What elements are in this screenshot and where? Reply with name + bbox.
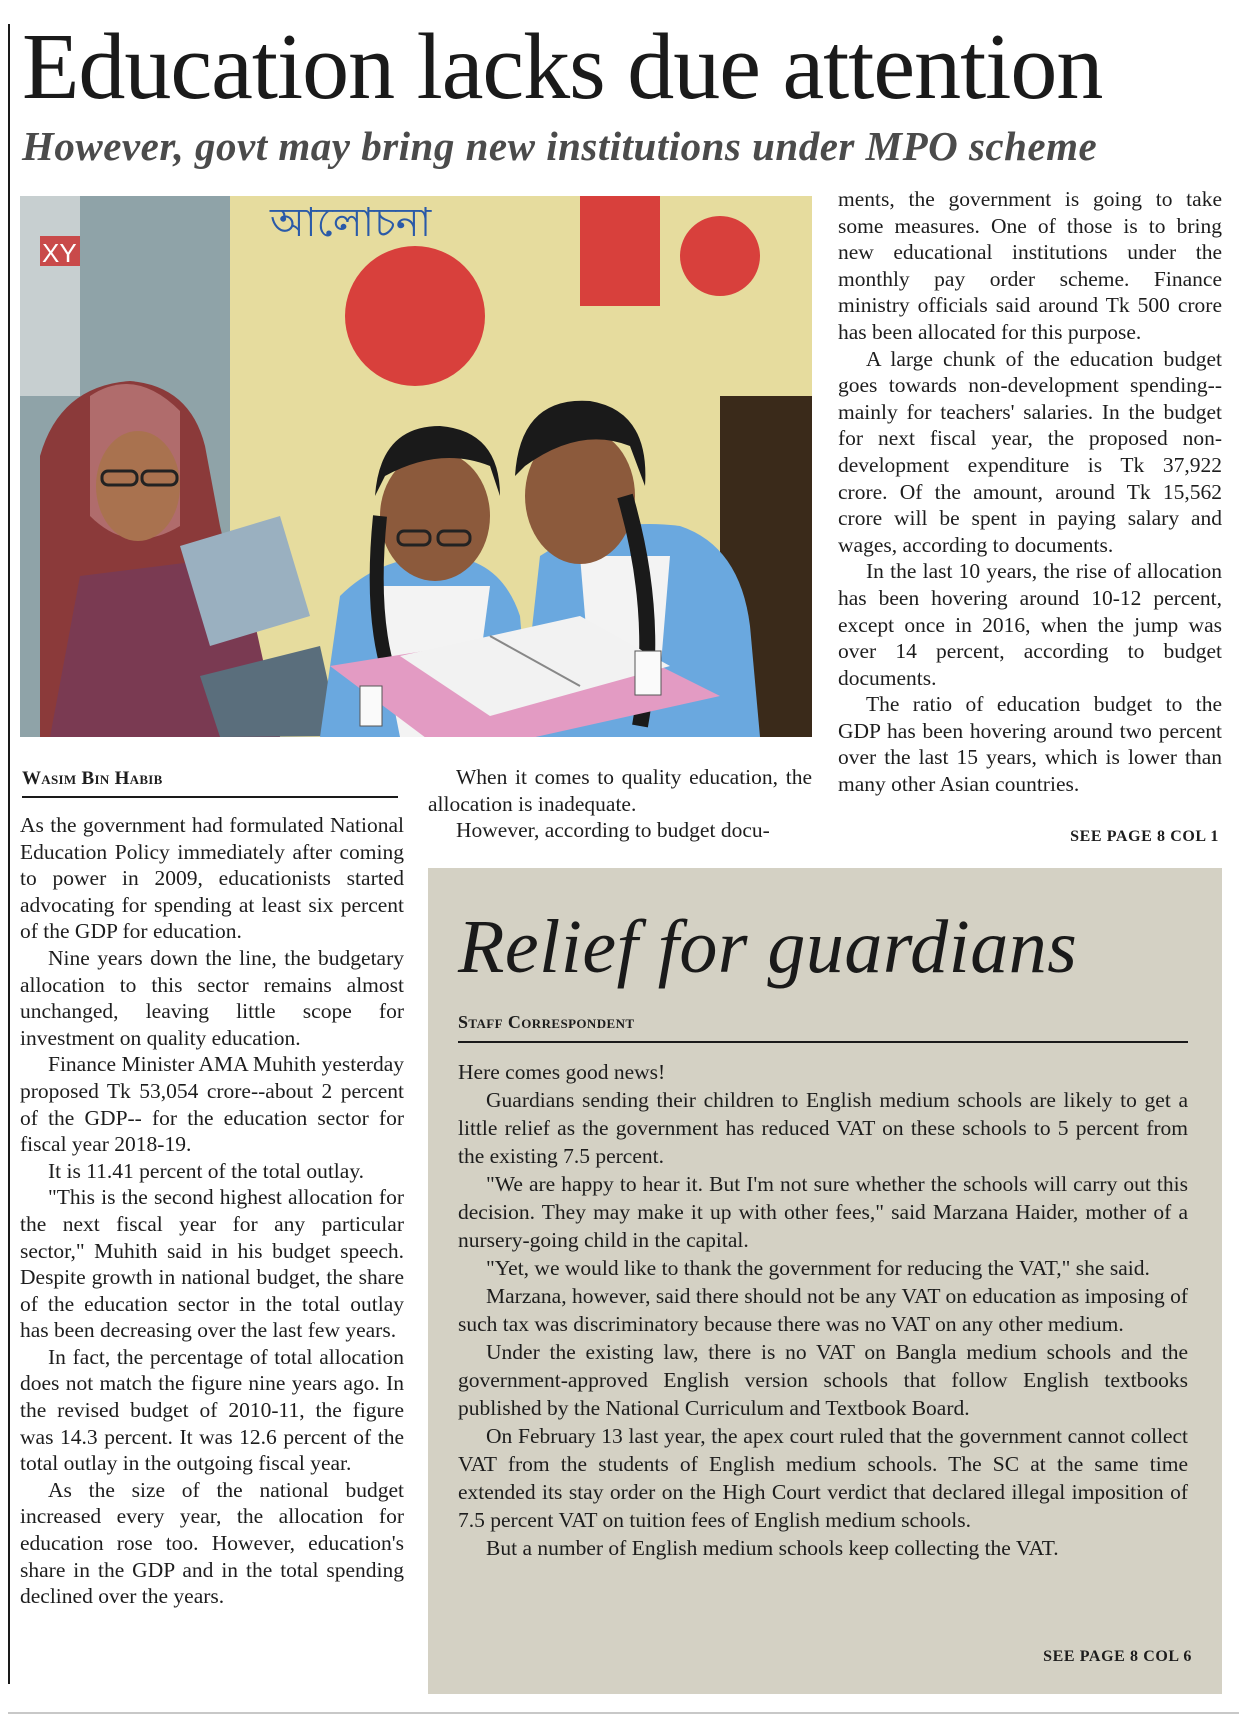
sidebar-paragraph: "Yet, we would like to thank the government for reducing the VAT," she said. [486, 1256, 1150, 1280]
article-paragraph: Nine years down the line, the budgetary allocation to this sector remains almost unchanged, leaving little scope for investment on quality education. [20, 945, 404, 1050]
page-left-rule [8, 24, 10, 1684]
article-paragraph: In the last 10 years, the rise of allocation has been hovering around 10-12 percent, except once in 2016, when the jump was over 14 percent, according to budget documents. [838, 559, 1222, 690]
article-paragraph: "This is the second highest allocation for the next fiscal year for any particular sector," Muhith said in his budget speech. Despite growth in national budget, the share of the education sector in the total outlay has been decreasing over the last few years. [20, 1185, 404, 1343]
article-paragraph: As the size of the national budget increased every year, the allocation for education rose too. However, education's share in the GDP and in the total spending declined over the years. [20, 1477, 404, 1609]
continuation-jump[interactable]: SEE PAGE 8 COL 1 [1070, 828, 1219, 845]
news-photo [20, 196, 812, 737]
sidebar-paragraph: Under the existing law, there is no VAT on Bangla medium schools and the government-approved English version schools that follow English textbooks published by the National Curriculum and Textbook Board. [458, 1340, 1188, 1420]
main-byline: Wasim Bin Habib [22, 768, 398, 798]
article-paragraph: ments, the government is going to take some measures. One of those is to bring new educational institutions under the monthly pay order scheme. Finance ministry officials said around Tk 500 crore has been allocated for this purpose. [838, 187, 1222, 344]
article-paragraph: However, according to budget docu- [456, 818, 770, 843]
sidebar-title: Relief for guardians [458, 905, 1078, 989]
article-paragraph: When it comes to quality education, the allocation is inadequate. [428, 765, 812, 816]
sidebar-paragraph: Guardians sending their children to English medium schools are likely to get a little relief as the government has reduced VAT on these schools to 5 percent from the existing 7.5 percent. [458, 1088, 1188, 1168]
article-column-right [838, 186, 1222, 798]
article-paragraph: It is 11.41 percent of the total outlay. [48, 1158, 365, 1183]
sidebar-continuation-jump[interactable]: SEE PAGE 8 COL 6 [1043, 1648, 1192, 1665]
sidebar-paragraph: Here comes good news! [458, 1060, 666, 1084]
sidebar-paragraph: But a number of English medium schools keep collecting the VAT. [486, 1536, 1059, 1560]
sidebar-body [458, 1058, 1188, 1562]
sidebar-byline: Staff Correspondent [458, 1012, 1188, 1043]
article-paragraph: The ratio of education budget to the GDP has been hovering around two percent over the last 15 years, which is lower than many other Asian countries. [838, 692, 1222, 797]
signboard-fragment: XY [42, 238, 77, 268]
article-paragraph: As the government had formulated National Education Policy immediately after coming to power in 2009, educationists started advocating for spending at least six percent of the GDP for education. [20, 813, 404, 944]
article-column-left [20, 812, 404, 1610]
subheadline: However, govt may bring new institutions under MPO scheme [22, 123, 1098, 169]
wall-lettering: আলোচনা [270, 200, 432, 246]
page-bottom-rule [8, 1712, 1239, 1714]
article-paragraph: A large chunk of the education budget goes towards non-development spending--mainly for teachers' salaries. In the budget for next fiscal year, the proposed non-development expenditure is Tk 37,922 crore. Of the amount, around Tk 15,562 crore will be spent in paying salary and wages, according to documents. [838, 346, 1222, 557]
headline: Education lacks due attention [22, 15, 1103, 119]
sidebar-paragraph: On February 13 last year, the apex court ruled that the government cannot collect VAT from the students of English medium schools. The SC at the same time extended its stay order on the High Court verdict that declared illegal imposition of 7.5 percent VAT on tuition fees of English medium schools. [458, 1424, 1188, 1532]
sidebar-box [428, 868, 1222, 1694]
article-column-middle [428, 764, 812, 844]
article-paragraph: In fact, the percentage of total allocation does not match the figure nine years ago. In the revised budget of 2010-11, the figure was 14.3 percent. It was 12.6 percent of the total outlay in the outgoing fiscal year. [20, 1344, 404, 1476]
sidebar-paragraph: "We are happy to hear it. But I'm not sure whether the schools will carry out this decision. They may make it up with other fees," said Marzana Haider, mother of a nursery-going child in the capital. [458, 1172, 1188, 1252]
sidebar-paragraph: Marzana, however, said there should not be any VAT on education as imposing of such tax was discriminatory because there was no VAT on any other medium. [458, 1284, 1188, 1336]
photo-illustration [20, 196, 812, 737]
article-paragraph: Finance Minister AMA Muhith yesterday proposed Tk 53,054 crore--about 2 percent of the GDP-- for the education sector for fiscal year 2018-19. [20, 1052, 404, 1157]
